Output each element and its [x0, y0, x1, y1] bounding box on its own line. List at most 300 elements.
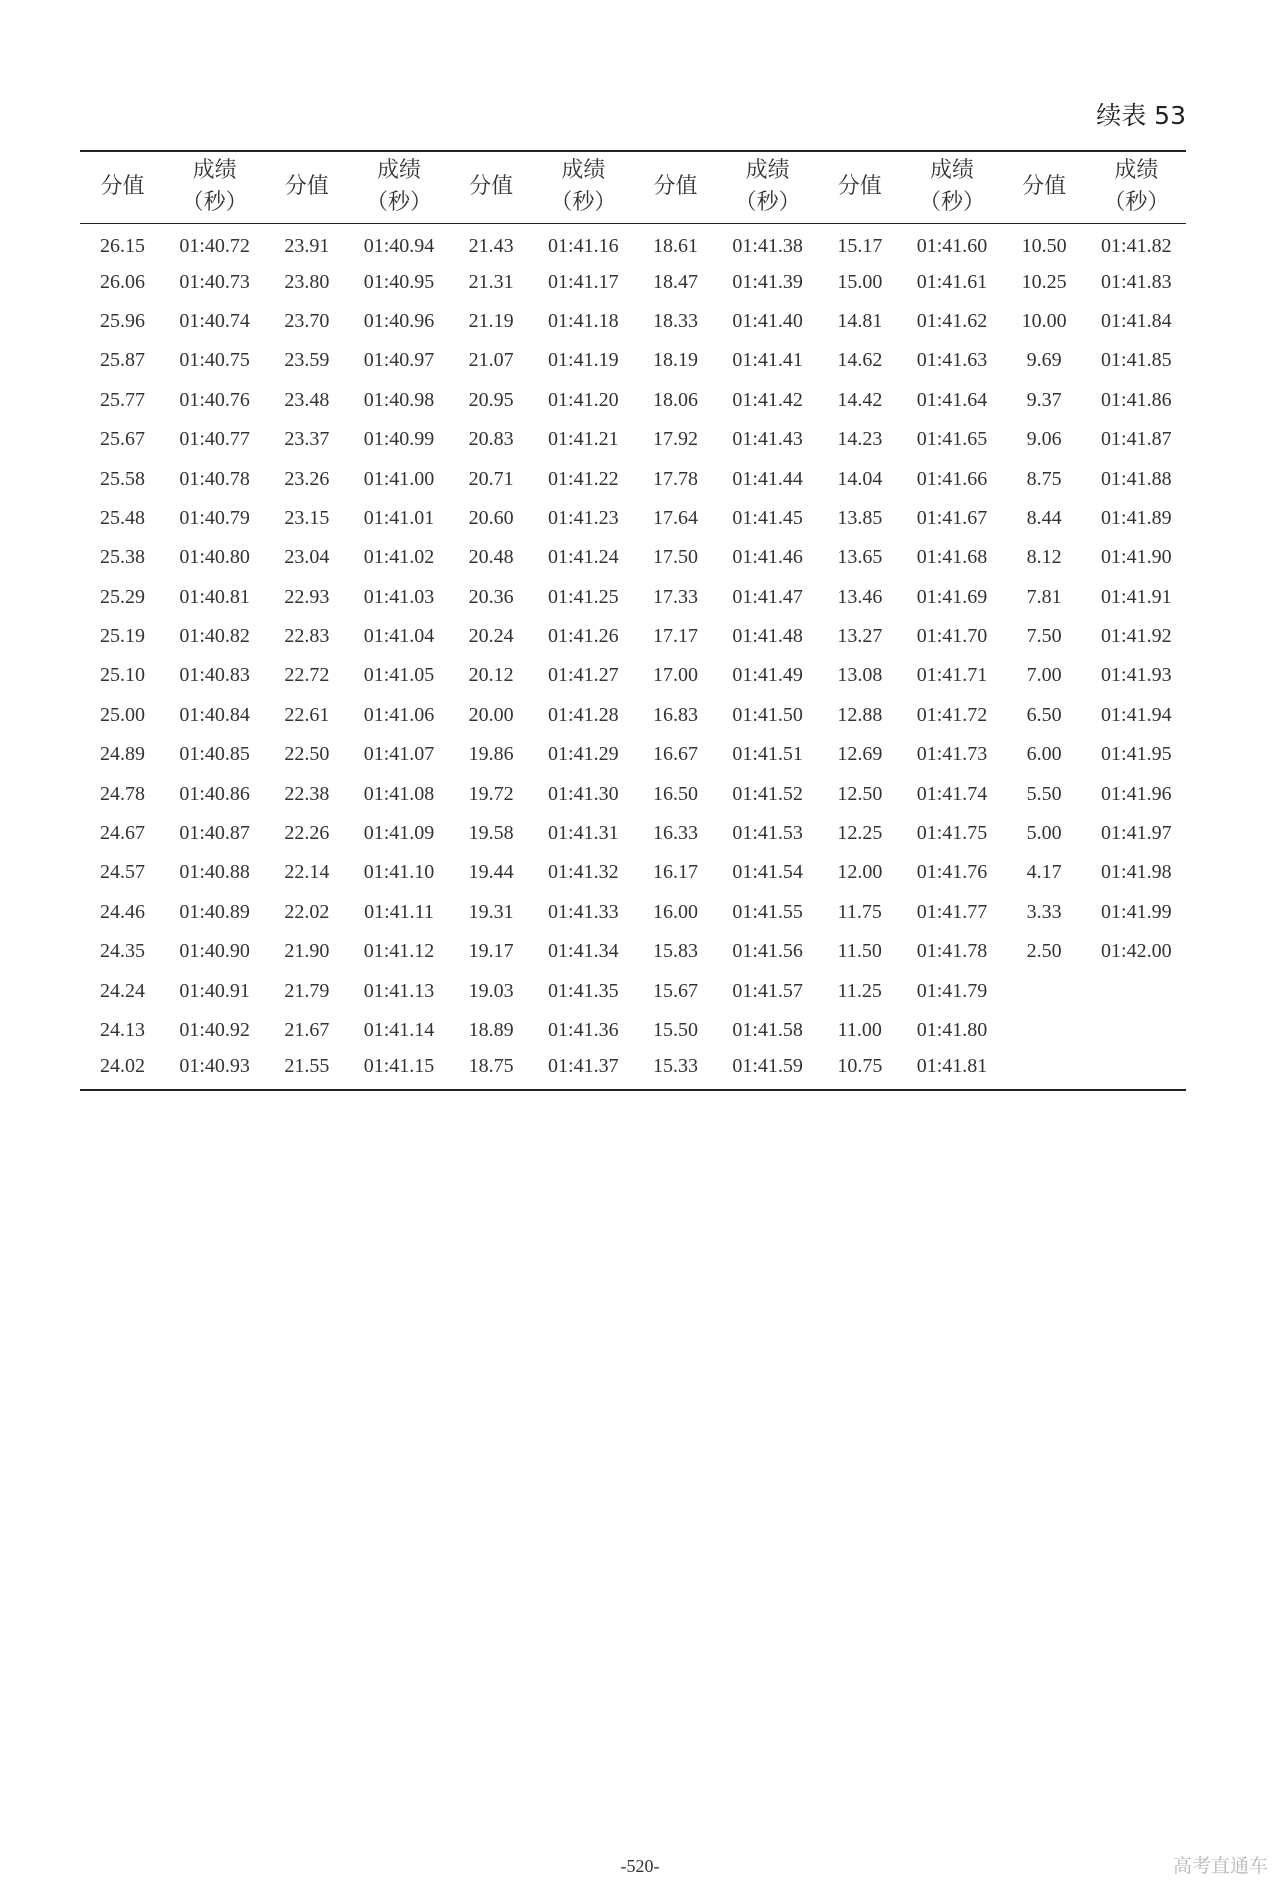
time-cell: 01:41.35 — [548, 979, 619, 1002]
time-cell: 01:41.56 — [732, 940, 803, 963]
score-cell: 25.19 — [100, 625, 145, 648]
score-cell: 11.75 — [837, 900, 882, 923]
score-cell: 17.00 — [652, 664, 698, 687]
time-header-unit: （秒） — [734, 190, 801, 216]
time-cell: 01:41.30 — [548, 782, 619, 805]
time-cell: 01:41.14 — [363, 1019, 435, 1041]
time-cell: 01:41.49 — [732, 664, 803, 687]
time-cell: 01:41.31 — [548, 822, 619, 845]
time-cell: 01:41.53 — [732, 822, 803, 845]
score-cell: 14.81 — [837, 309, 883, 332]
time-cell: 01:41.29 — [548, 743, 619, 766]
time-cell: 01:41.27 — [548, 664, 619, 687]
time-cell: 01:41.70 — [916, 625, 988, 648]
score-header: 分值 — [100, 174, 145, 200]
time-cell: 01:41.80 — [916, 1019, 988, 1041]
score-cell: 16.67 — [652, 743, 698, 766]
score-cell: 15.00 — [837, 270, 883, 293]
time-header — [1087, 151, 1186, 223]
time-cell: 01:41.22 — [548, 467, 619, 490]
time-cell: 01:41.25 — [548, 585, 619, 608]
time-cell: 01:40.91 — [179, 979, 250, 1002]
score-cell: 20.60 — [468, 506, 514, 529]
table-row — [80, 538, 1186, 577]
score-cell: 12.00 — [837, 861, 883, 884]
score-cell: 21.55 — [284, 1054, 330, 1077]
time-header-unit: （秒） — [918, 190, 985, 216]
table-header-row — [80, 151, 1186, 223]
score-cell: 20.12 — [468, 664, 514, 687]
score-cell: 12.25 — [837, 822, 883, 845]
time-cell: 01:41.17 — [548, 270, 619, 293]
time-cell: 01:41.05 — [363, 664, 435, 687]
score-cell: 19.72 — [468, 782, 514, 805]
time-cell: 01:41.06 — [363, 703, 435, 726]
score-table-container — [80, 150, 1186, 1091]
time-header-label: 成绩 — [561, 158, 606, 184]
table-row — [80, 893, 1186, 932]
score-header: 分值 — [837, 174, 882, 200]
time-cell: 01:41.39 — [732, 270, 803, 293]
time-cell: 01:41.09 — [363, 822, 435, 845]
score-cell: 20.00 — [468, 703, 514, 726]
score-cell: 25.48 — [100, 506, 145, 529]
time-cell: 01:41.33 — [548, 900, 619, 923]
time-cell: 01:40.88 — [179, 861, 250, 884]
score-cell: 19.17 — [468, 940, 514, 963]
score-cell — [1002, 1011, 1087, 1050]
score-cell: 13.27 — [837, 625, 883, 648]
time-cell: 01:41.02 — [363, 546, 435, 569]
score-cell: 21.79 — [284, 979, 330, 1002]
time-cell: 01:41.40 — [732, 309, 803, 332]
time-cell: 01:40.93 — [179, 1054, 250, 1077]
time-cell: 01:41.10 — [363, 861, 435, 884]
score-cell: 18.75 — [468, 1054, 514, 1077]
time-cell: 01:41.15 — [363, 1054, 435, 1077]
score-cell: 13.08 — [837, 664, 883, 687]
time-cell: 01:41.69 — [916, 585, 988, 608]
time-cell: 01:41.38 — [732, 235, 803, 258]
time-cell: 01:41.19 — [548, 349, 619, 372]
score-cell: 21.43 — [468, 235, 514, 258]
table-row — [80, 617, 1186, 656]
score-cell: 15.67 — [652, 979, 698, 1002]
time-cell: 01:41.60 — [916, 235, 988, 258]
score-cell: 14.04 — [837, 467, 883, 490]
time-cell: 01:40.75 — [179, 349, 250, 372]
score-cell: 16.17 — [652, 861, 698, 884]
time-cell: 01:41.79 — [916, 979, 988, 1002]
score-cell: 20.95 — [468, 388, 514, 411]
table-row — [80, 459, 1186, 498]
time-cell: 01:41.13 — [363, 979, 435, 1002]
time-cell: 01:40.80 — [179, 546, 250, 569]
score-cell: 12.50 — [837, 782, 883, 805]
score-cell: 22.02 — [284, 900, 330, 923]
time-cell: 01:41.95 — [1101, 743, 1172, 766]
score-cell: 17.33 — [652, 585, 698, 608]
time-cell: 01:41.99 — [1101, 900, 1172, 923]
table-row — [80, 341, 1186, 380]
score-cell: 24.78 — [100, 782, 145, 805]
time-cell: 01:41.32 — [548, 861, 619, 884]
score-cell: 24.67 — [100, 822, 145, 845]
time-cell: 01:41.78 — [916, 940, 988, 963]
time-cell: 01:41.68 — [916, 546, 988, 569]
score-cell: 15.50 — [652, 1019, 698, 1041]
time-cell: 01:41.01 — [363, 506, 435, 529]
score-cell: 25.29 — [100, 585, 145, 608]
score-cell: 18.19 — [652, 349, 698, 372]
score-cell: 21.31 — [468, 270, 514, 293]
score-cell: 20.83 — [468, 428, 514, 451]
score-cell: 6.00 — [1026, 743, 1062, 766]
time-cell: 01:41.50 — [732, 703, 803, 726]
table-row — [80, 971, 1186, 1010]
score-cell: 8.44 — [1026, 506, 1062, 529]
time-cell: 01:41.97 — [1101, 822, 1172, 845]
time-cell: 01:41.85 — [1101, 349, 1172, 372]
score-cell: 24.35 — [100, 940, 145, 963]
time-cell: 01:41.58 — [732, 1019, 803, 1041]
score-cell: 17.17 — [652, 625, 698, 648]
time-cell: 01:40.74 — [179, 309, 250, 332]
score-cell: 18.47 — [652, 270, 698, 293]
time-cell: 01:41.66 — [916, 467, 988, 490]
time-cell: 01:41.04 — [363, 625, 435, 648]
time-cell: 01:41.24 — [548, 546, 619, 569]
table-row — [80, 932, 1186, 971]
table-row — [80, 656, 1186, 695]
time-cell: 01:41.88 — [1101, 467, 1172, 490]
score-cell: 24.89 — [100, 743, 145, 766]
score-cell: 23.48 — [284, 388, 330, 411]
score-cell: 18.61 — [652, 235, 698, 258]
score-cell: 5.50 — [1026, 782, 1062, 805]
time-cell: 01:41.52 — [732, 782, 803, 805]
score-cell: 22.61 — [284, 703, 330, 726]
score-cell: 20.48 — [468, 546, 514, 569]
score-cell: 17.78 — [652, 467, 698, 490]
time-cell: 01:41.86 — [1101, 388, 1172, 411]
time-cell: 01:40.83 — [179, 664, 250, 687]
score-cell: 24.13 — [100, 1019, 145, 1041]
time-cell — [1087, 971, 1186, 1010]
time-cell: 01:40.92 — [179, 1019, 250, 1041]
table-row — [80, 774, 1186, 813]
time-cell: 01:41.03 — [363, 585, 435, 608]
time-cell: 01:41.67 — [916, 506, 988, 529]
time-cell: 01:41.59 — [732, 1054, 803, 1077]
score-cell: 25.10 — [100, 664, 145, 687]
score-cell: 25.87 — [100, 349, 145, 372]
time-cell: 01:41.23 — [548, 506, 619, 529]
time-cell: 01:41.81 — [916, 1054, 988, 1077]
score-cell: 8.75 — [1026, 467, 1062, 490]
time-cell: 01:40.94 — [363, 235, 435, 258]
score-cell: 10.00 — [1021, 309, 1067, 332]
time-cell: 01:41.54 — [732, 861, 803, 884]
table-caption: 续表 53 — [1096, 101, 1186, 130]
table-row — [80, 302, 1186, 341]
score-cell: 11.25 — [837, 979, 882, 1002]
table-body — [80, 223, 1186, 1090]
score-cell: 26.15 — [100, 235, 145, 258]
time-cell: 01:41.65 — [916, 428, 988, 451]
score-cell: 14.42 — [837, 388, 883, 411]
table-row — [80, 853, 1186, 892]
time-cell: 01:41.74 — [916, 782, 988, 805]
time-cell: 01:41.75 — [916, 822, 988, 845]
score-cell — [1002, 971, 1087, 1010]
time-cell: 01:41.61 — [916, 270, 988, 293]
time-cell: 01:41.21 — [548, 428, 619, 451]
table-row — [80, 735, 1186, 774]
time-cell: 01:41.63 — [916, 349, 988, 372]
score-cell: 21.19 — [468, 309, 514, 332]
time-header-label: 成绩 — [745, 158, 790, 184]
time-header — [902, 151, 1001, 223]
score-cell: 23.37 — [284, 428, 330, 451]
score-cell: 8.12 — [1026, 546, 1062, 569]
score-cell: 24.46 — [100, 900, 145, 923]
time-header-label: 成绩 — [192, 158, 237, 184]
score-cell: 21.90 — [284, 940, 330, 963]
time-cell: 01:41.43 — [732, 428, 803, 451]
score-cell: 25.96 — [100, 309, 145, 332]
time-cell: 01:40.81 — [179, 585, 250, 608]
score-cell: 25.38 — [100, 546, 145, 569]
score-cell: 24.24 — [100, 979, 145, 1002]
time-cell: 01:40.72 — [179, 235, 250, 258]
score-cell: 23.15 — [284, 506, 330, 529]
score-cell: 22.50 — [284, 743, 330, 766]
table-row — [80, 1011, 1186, 1050]
table-row — [80, 578, 1186, 617]
score-cell: 21.67 — [284, 1019, 330, 1041]
time-cell: 01:41.48 — [732, 625, 803, 648]
score-cell: 16.00 — [652, 900, 698, 923]
time-cell: 01:41.28 — [548, 703, 619, 726]
table-row — [80, 223, 1186, 262]
score-cell: 7.81 — [1026, 585, 1062, 608]
score-cell: 24.02 — [100, 1054, 145, 1077]
time-cell: 01:41.89 — [1101, 506, 1172, 529]
score-cell: 23.04 — [284, 546, 330, 569]
time-cell: 01:40.87 — [179, 822, 250, 845]
score-cell: 24.57 — [100, 861, 145, 884]
page-number: -520- — [620, 1856, 660, 1876]
time-cell: 01:41.12 — [363, 940, 435, 963]
time-cell: 01:41.98 — [1101, 861, 1172, 884]
score-cell: 5.00 — [1026, 822, 1062, 845]
score-cell: 17.50 — [652, 546, 698, 569]
table-row — [80, 499, 1186, 538]
time-cell: 01:40.73 — [179, 270, 250, 293]
score-cell: 14.62 — [837, 349, 883, 372]
table-row — [80, 420, 1186, 459]
table-row — [80, 814, 1186, 853]
score-cell: 21.07 — [468, 349, 514, 372]
score-cell: 18.33 — [652, 309, 698, 332]
time-cell: 01:41.91 — [1101, 585, 1172, 608]
time-cell: 01:41.93 — [1101, 664, 1172, 687]
time-cell: 01:41.92 — [1101, 625, 1172, 648]
time-cell: 01:41.64 — [916, 388, 988, 411]
score-cell: 2.50 — [1026, 940, 1062, 963]
score-cell: 10.25 — [1021, 270, 1067, 293]
time-cell: 01:41.55 — [732, 900, 803, 923]
score-cell: 20.71 — [468, 467, 514, 490]
score-cell: 20.24 — [468, 625, 514, 648]
score-header: 分值 — [1022, 174, 1067, 200]
score-cell: 16.83 — [652, 703, 698, 726]
time-cell: 01:41.37 — [548, 1054, 619, 1077]
time-cell: 01:41.16 — [548, 235, 619, 258]
time-cell: 01:41.77 — [916, 900, 988, 923]
score-cell: 18.89 — [468, 1019, 514, 1041]
time-cell: 01:41.20 — [548, 388, 619, 411]
time-cell: 01:41.94 — [1101, 703, 1172, 726]
score-cell: 16.50 — [652, 782, 698, 805]
time-header-label: 成绩 — [376, 158, 421, 184]
score-cell: 25.77 — [100, 388, 145, 411]
time-cell: 01:40.90 — [179, 940, 250, 963]
score-cell: 4.17 — [1026, 861, 1062, 884]
time-cell: 01:41.62 — [916, 309, 988, 332]
score-cell: 22.38 — [284, 782, 330, 805]
time-cell: 01:41.18 — [548, 309, 619, 332]
score-cell: 17.64 — [652, 506, 698, 529]
time-header-label: 成绩 — [929, 158, 974, 184]
time-cell: 01:41.45 — [732, 506, 803, 529]
time-cell: 01:40.86 — [179, 782, 250, 805]
time-cell: 01:41.51 — [732, 743, 803, 766]
score-cell: 3.33 — [1026, 900, 1062, 923]
time-cell: 01:41.44 — [732, 467, 803, 490]
score-cell: 15.33 — [652, 1054, 698, 1077]
score-cell: 23.26 — [284, 467, 330, 490]
score-cell: 19.58 — [468, 822, 514, 845]
time-cell: 01:41.41 — [732, 349, 803, 372]
score-cell: 13.65 — [837, 546, 883, 569]
score-cell: 22.14 — [284, 861, 330, 884]
score-cell: 7.50 — [1026, 625, 1062, 648]
score-cell: 23.91 — [284, 235, 330, 258]
time-cell: 01:40.84 — [179, 703, 250, 726]
time-cell: 01:40.98 — [363, 388, 435, 411]
score-cell: 10.75 — [837, 1054, 883, 1077]
score-cell: 26.06 — [100, 270, 145, 293]
time-cell: 01:40.77 — [179, 428, 250, 451]
score-cell: 22.72 — [284, 664, 330, 687]
score-cell: 6.50 — [1026, 703, 1062, 726]
time-cell: 01:42.00 — [1101, 940, 1172, 963]
time-cell: 01:41.76 — [916, 861, 988, 884]
time-cell: 01:41.71 — [916, 664, 988, 687]
time-cell: 01:40.82 — [179, 625, 250, 648]
watermark: 高考直通车 — [1172, 1855, 1268, 1877]
score-cell: 7.00 — [1026, 664, 1062, 687]
time-cell — [1087, 1011, 1186, 1050]
score-cell: 13.85 — [837, 506, 883, 529]
time-cell: 01:40.96 — [363, 309, 435, 332]
time-cell: 01:41.82 — [1101, 235, 1172, 258]
score-table — [80, 150, 1186, 1091]
time-header — [165, 151, 264, 223]
score-cell: 11.50 — [837, 940, 882, 963]
score-cell: 9.37 — [1026, 388, 1062, 411]
time-cell: 01:41.36 — [548, 1019, 619, 1041]
score-cell: 25.67 — [100, 428, 145, 451]
time-cell: 01:40.95 — [363, 270, 435, 293]
time-header-unit: （秒） — [1103, 190, 1170, 216]
time-cell: 01:41.08 — [363, 782, 435, 805]
score-cell: 23.70 — [284, 309, 330, 332]
time-header — [349, 151, 448, 223]
time-cell: 01:41.34 — [548, 940, 619, 963]
time-cell: 01:41.84 — [1101, 309, 1172, 332]
score-cell: 19.86 — [468, 743, 514, 766]
score-cell: 12.88 — [837, 703, 883, 726]
score-cell: 11.00 — [837, 1019, 882, 1041]
time-header — [534, 151, 633, 223]
time-cell: 01:41.42 — [732, 388, 803, 411]
time-cell: 01:40.79 — [179, 506, 250, 529]
time-cell: 01:41.72 — [916, 703, 988, 726]
time-cell: 01:40.97 — [363, 349, 435, 372]
time-cell: 01:41.11 — [364, 900, 434, 923]
time-cell: 01:40.99 — [363, 428, 435, 451]
time-cell: 01:41.83 — [1101, 270, 1172, 293]
time-header-unit: （秒） — [181, 190, 248, 216]
score-cell: 22.93 — [284, 585, 330, 608]
score-cell: 12.69 — [837, 743, 883, 766]
time-cell: 01:40.76 — [179, 388, 250, 411]
time-header-unit: （秒） — [550, 190, 617, 216]
score-cell: 16.33 — [652, 822, 698, 845]
score-cell: 20.36 — [468, 585, 514, 608]
score-cell: 17.92 — [652, 428, 698, 451]
time-header-label: 成绩 — [1114, 158, 1159, 184]
time-cell: 01:41.96 — [1101, 782, 1172, 805]
score-header: 分值 — [284, 174, 329, 200]
table-row — [80, 381, 1186, 420]
table-row — [80, 696, 1186, 735]
time-cell: 01:41.26 — [548, 625, 619, 648]
score-cell: 9.06 — [1026, 428, 1062, 451]
time-cell: 01:41.00 — [363, 467, 435, 490]
time-cell: 01:41.07 — [363, 743, 435, 766]
score-cell: 22.83 — [284, 625, 330, 648]
score-cell: 13.46 — [837, 585, 883, 608]
time-cell: 01:40.85 — [179, 743, 250, 766]
time-cell — [1087, 1050, 1186, 1089]
score-header: 分值 — [653, 174, 698, 200]
time-cell: 01:40.78 — [179, 467, 250, 490]
table-row — [80, 1050, 1186, 1089]
score-cell: 15.17 — [837, 235, 883, 258]
time-cell: 01:41.47 — [732, 585, 803, 608]
score-cell: 9.69 — [1026, 349, 1062, 372]
time-cell: 01:41.57 — [732, 979, 803, 1002]
score-cell: 15.83 — [652, 940, 698, 963]
time-cell: 01:41.90 — [1101, 546, 1172, 569]
score-cell: 19.03 — [468, 979, 514, 1002]
score-cell: 10.50 — [1021, 235, 1067, 258]
score-cell: 19.31 — [468, 900, 514, 923]
